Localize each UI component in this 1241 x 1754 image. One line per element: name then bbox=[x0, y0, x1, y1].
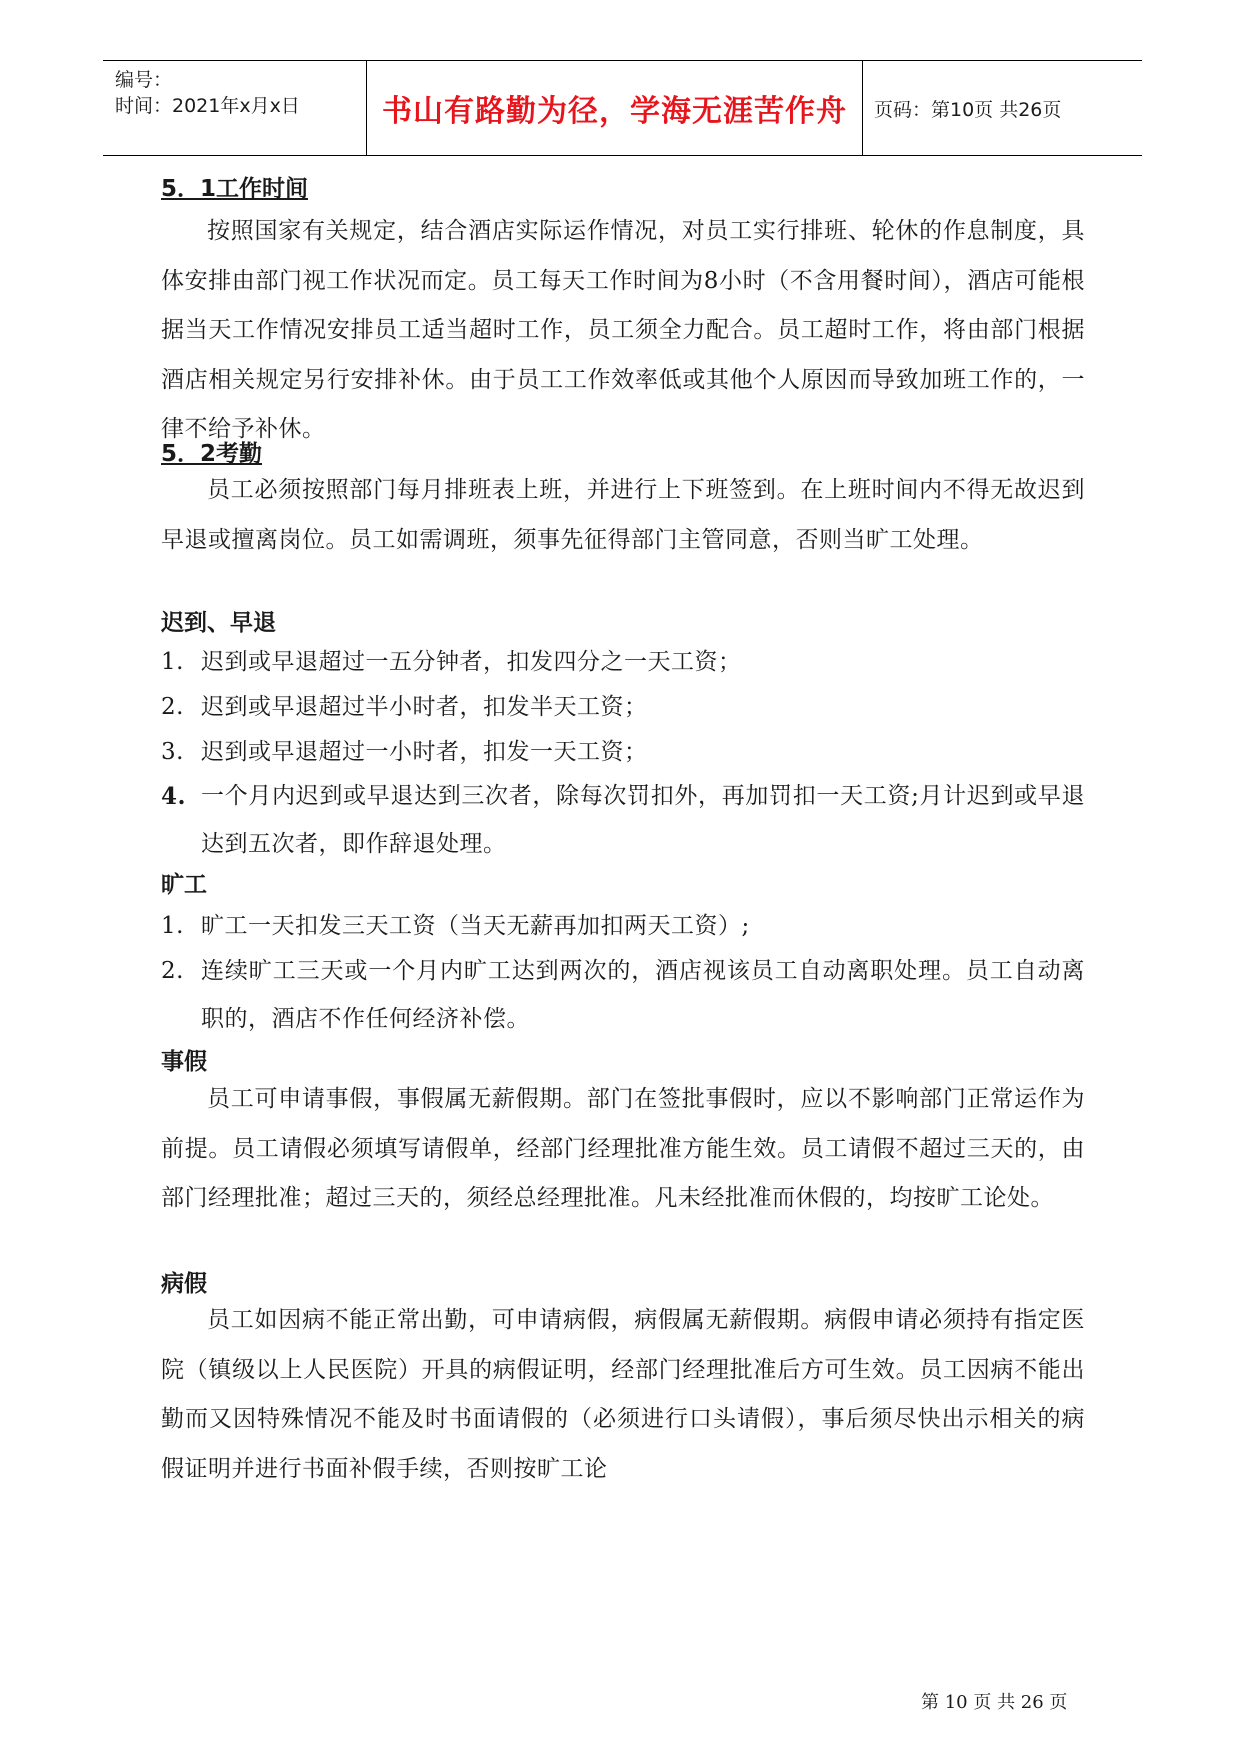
header-motto: 书山有路勤为径，学海无涯苦作舟 bbox=[366, 61, 863, 155]
list-text: 迟到或早退超过一小时者，扣发一天工资； bbox=[201, 739, 648, 765]
paragraph-personal-leave: 员工可申请事假，事假属无薪假期。部门在签批事假时，应以不影响部门正常运作为前提。员工请假必须填写请假单，经部门经理批准方能生效。员工请假不超过三天的，由部门经理批准；超过三天的，须经总经理批准。凡未经批准而休假的，均按旷工论处。 bbox=[161, 1086, 1085, 1211]
list-item-absent-2 bbox=[161, 948, 1085, 1043]
list-item-absent-1 bbox=[161, 903, 1085, 951]
list-text: 迟到或早退超过半小时者，扣发半天工资； bbox=[201, 694, 648, 720]
list-text: 迟到或早退超过一五分钟者，扣发四分之一天工资； bbox=[201, 649, 742, 675]
header-page-cell bbox=[862, 61, 1142, 155]
list-number: 1. bbox=[161, 913, 184, 939]
header-info-cell bbox=[103, 61, 365, 155]
list-number: 1. bbox=[161, 649, 184, 675]
paragraph-attendance: 员工必须按照部门每月排班表上班，并进行上下班签到。在上班时间内不得无故迟到早退或擅离岗位。员工如需调班，须事先征得部门主管同意，否则当旷工处理。 bbox=[161, 477, 1085, 553]
section-title-attendance: 5．2考勤 bbox=[161, 441, 263, 467]
list-item-late-3 bbox=[161, 729, 1085, 777]
subsection-title-personal-leave: 事假 bbox=[161, 1049, 207, 1075]
list-number: 4. bbox=[161, 783, 187, 810]
header-page-label: 页码：第10页 共26页 bbox=[874, 98, 1062, 121]
list-item-late-1 bbox=[161, 639, 1085, 687]
page-footer: 第 10 页 共 26 页 bbox=[921, 1692, 1068, 1713]
page-header bbox=[103, 60, 1142, 156]
paragraph-sick-leave: 员工如因病不能正常出勤，可申请病假，病假属无薪假期。病假申请必须持有指定医院（镇级以上人民医院）开具的病假证明，经部门经理批准后方可生效。员工因病不能出勤而又因特殊情况不能及时书面请假的（必须进行口头请假），事后须尽快出示相关的病假证明并进行书面补假手续，否则按旷工论 bbox=[161, 1307, 1085, 1482]
document-number-label: 编号： bbox=[115, 69, 173, 91]
list-item-late-4 bbox=[161, 773, 1085, 868]
subsection-title-sick-leave: 病假 bbox=[161, 1271, 207, 1297]
list-text: 旷工一天扣发三天工资（当天无薪再加扣两天工资）; bbox=[201, 913, 750, 939]
paragraph-work-hours: 按照国家有关规定，结合酒店实际运作情况，对员工实行排班、轮休的作息制度，具体安排由部门视工作状况而定。员工每天工作时间为8小时（不含用餐时间），酒店可能根据当天工作情况安排员工适当超时工作，员工须全力配合。员工超时工作，将由部门根据酒店相关规定另行安排补休。由于员工工作效率低或其他个人原因而导致加班工作的，一律不给予补休。 bbox=[161, 218, 1085, 442]
subsection-title-late: 迟到、早退 bbox=[161, 610, 276, 636]
list-number: 2. bbox=[161, 694, 184, 720]
list-item-late-2 bbox=[161, 684, 1085, 732]
section-title-work-hours: 5．1工作时间 bbox=[161, 176, 309, 202]
list-text: 连续旷工三天或一个月内旷工达到两次的，酒店视该员工自动离职处理。员工自动离职的，酒店不作任何经济补偿。 bbox=[201, 958, 1085, 1032]
document-time-label: 时间：2021年x月x日 bbox=[115, 95, 300, 117]
subsection-title-absent: 旷工 bbox=[161, 872, 207, 898]
list-text: 一个月内迟到或早退达到三次者，除每次罚扣外，再加罚扣一天工资;月计迟到或早退达到五次者，即作辞退处理。 bbox=[201, 783, 1085, 857]
list-number: 3. bbox=[161, 739, 184, 765]
list-number: 2. bbox=[161, 958, 184, 984]
